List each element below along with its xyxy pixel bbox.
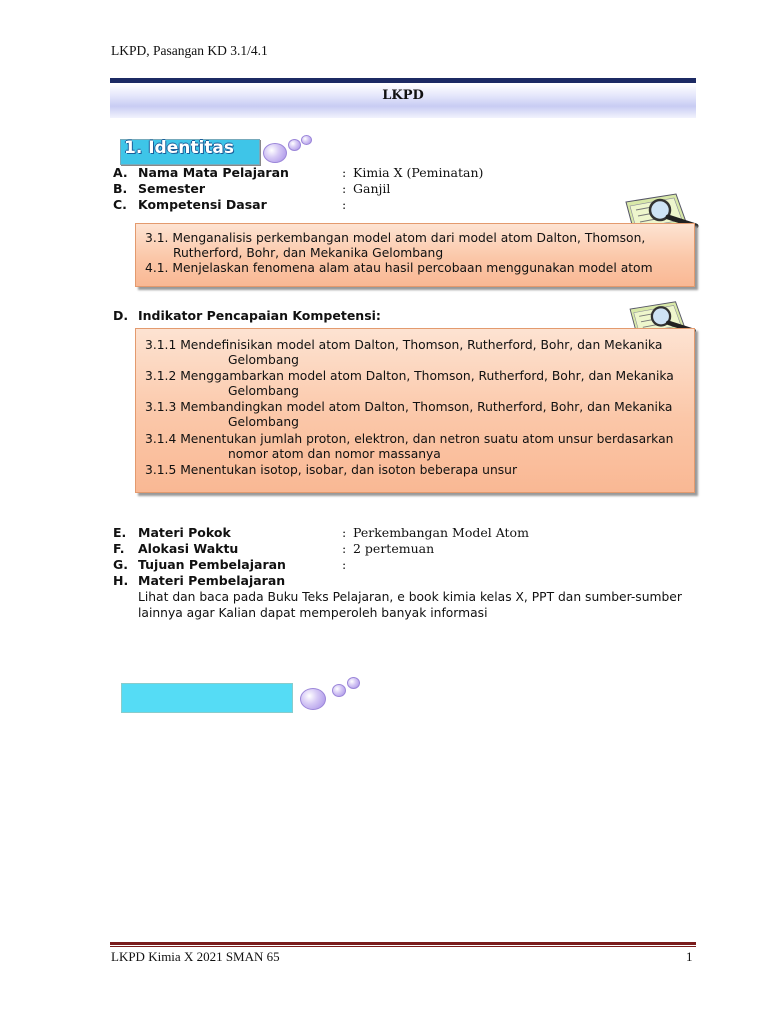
footer-title: LKPD Kimia X 2021 SMAN 65	[111, 949, 280, 964]
page-number: 1	[686, 949, 693, 964]
bubble-decoration-large	[263, 143, 287, 163]
bubble-decoration-medium	[288, 139, 301, 151]
section-identitas-label: 1. Identitas	[124, 138, 235, 158]
indikator-heading: Indikator Pencapaian Kompetensi:	[138, 308, 381, 323]
identitas-label-c: Kompetensi Dasar	[138, 197, 267, 212]
identitas-value-b: Ganjil	[353, 181, 391, 196]
bubble-decoration-large	[300, 688, 326, 710]
materi-line-2: lainnya agar Kalian dapat memperoleh banyak informasi	[138, 606, 488, 620]
identitas-label-a: Nama Mata Pelajaran	[138, 165, 289, 180]
kd-item-3-1-cont: Rutherford, Bohr, dan Mekanika Gelombang	[173, 246, 444, 260]
lower-label-g: Tujuan Pembelajaran	[138, 557, 286, 572]
indikator-item-3-1-1: 3.1.1 Mendefinisikan model atom Dalton, Thomson, Rutherford, Bohr, dan Mekanika	[145, 338, 663, 352]
lower-label-f: Alokasi Waktu	[138, 541, 239, 556]
lower-label-e: Materi Pokok	[138, 525, 231, 540]
indikator-item-3-1-1-cont: Gelombang	[228, 353, 299, 367]
lower-value-e: Perkembangan Model Atom	[353, 525, 529, 540]
lower-letter-h: H.	[113, 573, 129, 588]
footer-rule-thin	[110, 946, 696, 947]
indikator-item-3-1-4: 3.1.4 Menentukan jumlah proton, elektron, dan netron suatu atom unsur berdasarkan	[145, 432, 674, 446]
indikator-item-3-1-5: 3.1.5 Menentukan isotop, isobar, dan isoton beberapa unsur	[145, 463, 518, 477]
lower-value-f: 2 pertemuan	[353, 541, 435, 556]
identitas-letter-a: A.	[113, 165, 128, 180]
identitas-colon-c: :	[342, 197, 347, 212]
materi-paragraph	[138, 589, 696, 621]
lower-label-h: Materi Pembelajaran	[138, 573, 286, 588]
running-header: LKPD, Pasangan KD 3.1/4.1	[111, 43, 268, 58]
indikator-item-3-1-4-cont: nomor atom dan nomor massanya	[228, 447, 441, 461]
identitas-letter-b: B.	[113, 181, 128, 196]
indikator-item-3-1-2-cont: Gelombang	[228, 384, 299, 398]
indikator-item-3-1-3: 3.1.3 Membandingkan model atom Dalton, Thomson, Rutherford, Bohr, dan Mekanika	[145, 400, 673, 414]
bubble-decoration-small	[301, 135, 312, 145]
kd-item-4-1: 4.1. Menjelaskan fenomena alam atau hasil percobaan menggunakan model atom	[145, 261, 653, 275]
identitas-letter-c: C.	[113, 197, 127, 212]
indikator-letter: D.	[113, 308, 129, 323]
header-rule	[110, 78, 696, 83]
section-banner-empty	[121, 683, 293, 713]
materi-line-1: Lihat dan baca pada Buku Teks Pelajaran, e book kimia kelas X, PPT dan sumber-sumber	[138, 590, 682, 604]
identitas-label-b: Semester	[138, 181, 206, 196]
lower-letter-g: G.	[113, 557, 129, 572]
indikator-item-3-1-2: 3.1.2 Menggambarkan model atom Dalton, Thomson, Rutherford, Bohr, dan Mekanika	[145, 369, 674, 383]
footer-rule	[110, 942, 696, 945]
lower-letter-f: F.	[113, 541, 125, 556]
kd-item-3-1: 3.1. Menganalisis perkembangan model atom dari model atom Dalton, Thomson,	[145, 231, 646, 245]
identitas-colon-a: :	[342, 165, 347, 180]
lower-letter-e: E.	[113, 525, 127, 540]
lower-colon-g: :	[342, 557, 347, 572]
page-title: LKPD	[382, 88, 424, 103]
indikator-item-3-1-3-cont: Gelombang	[228, 415, 299, 429]
lower-colon-f: :	[342, 541, 347, 556]
identitas-value-a: Kimia X (Peminatan)	[353, 165, 484, 180]
lower-colon-e: :	[342, 525, 347, 540]
bubble-decoration-small	[347, 677, 360, 689]
identitas-colon-b: :	[342, 181, 347, 196]
bubble-decoration-medium	[332, 684, 346, 697]
